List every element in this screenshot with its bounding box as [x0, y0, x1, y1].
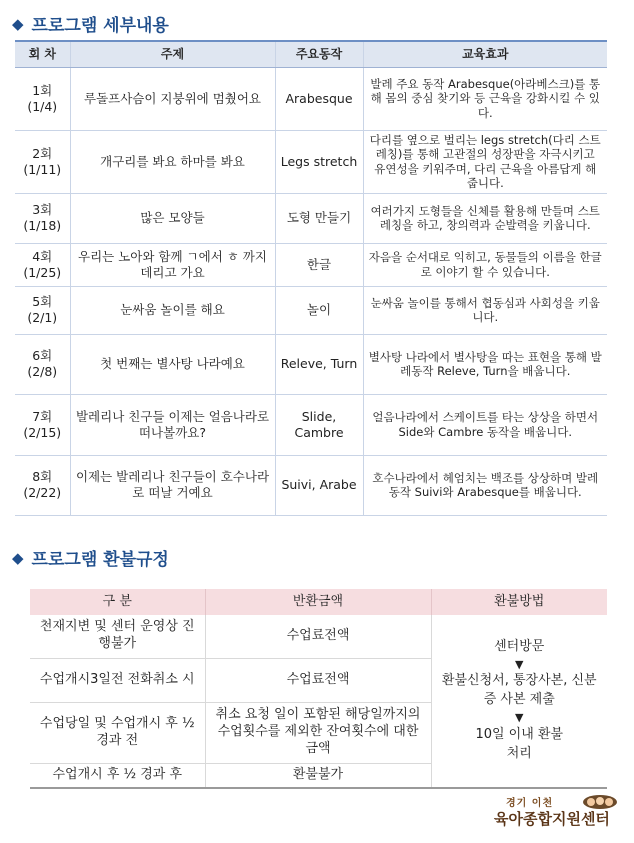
session-date: (2/22): [23, 485, 62, 500]
session-date: (2/8): [27, 364, 58, 379]
program-schedule-table: [15, 40, 607, 516]
session-cell: [15, 455, 70, 515]
move-cell: Arabesque: [275, 67, 363, 130]
table-row: [15, 334, 607, 394]
session-number: 1회: [32, 82, 53, 98]
diamond-bullet-icon: ◆: [12, 548, 24, 567]
effect-cell: 여러가지 도형들을 신체를 활용해 만들며 스트레칭을 하고, 창의력과 순발력을 키웁니다.: [363, 193, 607, 243]
section-title-text: 프로그램 세부내용: [31, 16, 169, 36]
method-step-documents: 환불신청서, 통장사본, 신분증 사본 제출: [441, 673, 597, 708]
move-cell: Legs stretch: [275, 130, 363, 193]
logo-faces-icon: [580, 793, 620, 811]
refund-method-cell: [431, 615, 607, 787]
header-move: 주요동작: [275, 41, 363, 67]
session-cell: [15, 130, 70, 193]
effect-cell: 별사탕 나라에서 별사탕을 따는 표현을 통해 발레동작 Releve, Turn을 배웁니다.: [363, 334, 607, 394]
amount-cell: 수업료전액: [205, 615, 431, 658]
move-cell: Releve, Turn: [275, 334, 363, 394]
header-session: 회 차: [15, 41, 70, 67]
header-effect: 교육효과: [363, 41, 607, 67]
table-row: [15, 394, 607, 455]
session-date: (2/1): [27, 310, 58, 325]
session-number: 2회: [32, 145, 53, 161]
topic-cell: 많은 모양들: [70, 193, 275, 243]
session-cell: [15, 286, 70, 334]
move-cell: 한글: [275, 243, 363, 286]
logo-region-text: 경기 이천: [506, 798, 554, 809]
session-number: 6회: [32, 348, 53, 364]
effect-cell: 눈싸움 놀이를 통해서 협동심과 사회성을 키웁니다.: [363, 286, 607, 334]
table-row: [15, 286, 607, 334]
session-number: 8회: [32, 469, 53, 485]
center-logo: [494, 793, 622, 839]
move-cell: Suivi, Arabe: [275, 455, 363, 515]
header-category: 구 분: [30, 589, 205, 615]
topic-cell: 눈싸움 놀이를 해요: [70, 286, 275, 334]
move-cell: Slide, Cambre: [275, 394, 363, 455]
topic-cell: 발레리나 친구들 이제는 얼음나라로 떠나볼까요?: [70, 394, 275, 455]
move-cell: 놀이: [275, 286, 363, 334]
arrow-down-icon: ▼: [515, 657, 524, 671]
topic-cell: 우리는 노아와 함께 ㄱ에서 ㅎ 까지 데리고 가요: [70, 243, 275, 286]
refund-policy-table: [30, 589, 607, 788]
table-bottom-rule: [30, 787, 607, 789]
table-row: [30, 615, 607, 658]
topic-cell: 개구리를 봐요 하마를 봐요: [70, 130, 275, 193]
table-row: [15, 243, 607, 286]
topic-cell: 이제는 발레리나 친구들이 호수나라로 떠날 거예요: [70, 455, 275, 515]
table-row: [15, 130, 607, 193]
table-row: [15, 193, 607, 243]
topic-cell: 루돌프사슴이 지붕위에 멈췄어요: [70, 67, 275, 130]
arrow-down-icon: ▼: [515, 711, 524, 725]
amount-cell: 취소 요청 일이 포함된 해당일까지의 수업횟수를 제외한 잔여횟수에 대한 금액: [205, 702, 431, 763]
logo-center-name: 육아종합지원센터: [494, 810, 610, 828]
header-method: 환불방법: [431, 589, 607, 615]
table-header-row: [15, 41, 607, 67]
table-header-row: [30, 589, 607, 615]
method-step-visit: 센터방문: [494, 638, 545, 654]
session-cell: [15, 67, 70, 130]
session-date: (1/11): [23, 161, 62, 177]
method-step-processing: 10일 이내 환불처리: [475, 727, 564, 761]
table-row: [15, 455, 607, 515]
effect-cell: 발레 주요 동작 Arabesque(아라베스크)를 통해 몸의 중심 찾기와 등 근육을 강화시킬 수 있다.: [363, 67, 607, 130]
effect-cell: 호수나라에서 헤엄치는 백조를 상상하며 발레동작 Suivi와 Arabesque를 배웁니다.: [363, 455, 607, 515]
section-title-program-details: [12, 11, 169, 36]
amount-cell: 환불불가: [205, 763, 431, 787]
category-cell: 수업개시 후 ½ 경과 후: [30, 763, 205, 787]
header-topic: 주제: [70, 41, 275, 67]
session-cell: [15, 394, 70, 455]
session-number: 5회: [32, 294, 53, 310]
section-title-text: 프로그램 환불규정: [31, 550, 169, 570]
category-cell: 수업당일 및 수업개시 후 ½ 경과 전: [30, 702, 205, 763]
session-cell: [15, 334, 70, 394]
section-title-refund-policy: [12, 545, 169, 570]
session-date: (1/18): [23, 218, 62, 233]
session-cell: [15, 243, 70, 286]
category-cell: 수업개시3일전 전화취소 시: [30, 658, 205, 702]
session-date: (1/4): [27, 98, 58, 114]
session-date: (1/25): [23, 264, 62, 280]
amount-cell: 수업료전액: [205, 658, 431, 702]
effect-cell: 다리를 옆으로 벌리는 legs stretch(다리 스트레칭)를 통해 고관절의 성장판을 자극시키고 유연성을 키워주며, 다리 근육을 아름답게 해 줍니다.: [363, 130, 607, 193]
session-date: (2/15): [23, 424, 62, 440]
move-cell: 도형 만들기: [275, 193, 363, 243]
topic-cell: 첫 번째는 별사탕 나라예요: [70, 334, 275, 394]
session-number: 3회: [32, 202, 53, 218]
session-number: 4회: [32, 248, 53, 264]
table-row: [15, 67, 607, 130]
effect-cell: 얼음나라에서 스케이트를 타는 상상을 하면서 Side와 Cambre 동작을 배웁니다.: [363, 394, 607, 455]
session-number: 7회: [32, 408, 53, 424]
session-cell: [15, 193, 70, 243]
effect-cell: 자음을 순서대로 익히고, 동물들의 이름을 한글로 이야기 할 수 있습니다.: [363, 243, 607, 286]
header-amount: 반환금액: [205, 589, 431, 615]
diamond-bullet-icon: ◆: [12, 14, 24, 33]
category-cell: 천재지변 및 센터 운영상 진행불가: [30, 615, 205, 658]
